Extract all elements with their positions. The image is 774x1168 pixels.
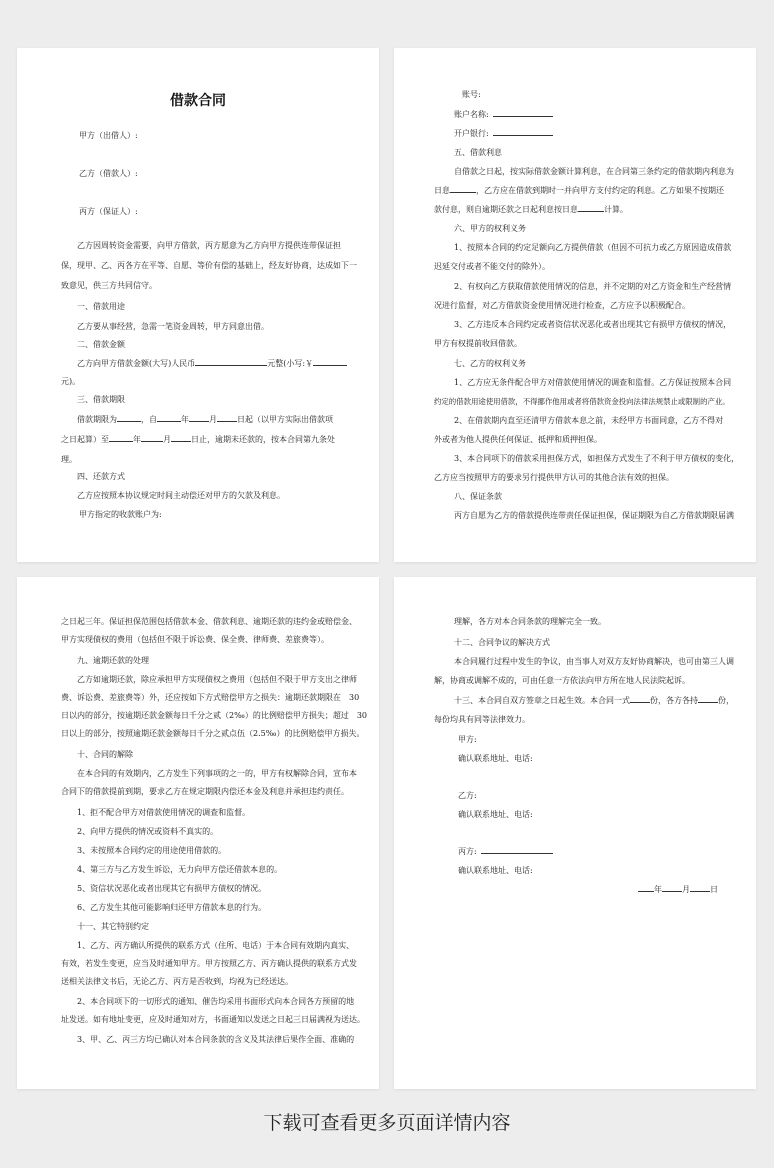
blank-field [117, 413, 141, 422]
footer-caption: 下载可查看更多页面详情内容 [263, 1112, 511, 1134]
account-name-line [454, 108, 553, 121]
section-heading: 一、借款用途 [77, 302, 125, 311]
section-text: 有效，若发生变更，应当及时通知甲方。甲方按照乙方、丙方确认提供的联系方式发 [61, 959, 357, 968]
section-text: 迟延交付或者不能交付的除外）。 [434, 262, 550, 271]
loan-term-text: 月 [209, 415, 217, 424]
party-c-label: 丙方（保证人）: [79, 207, 138, 216]
section-text: 每份均具有同等法律效力。 [434, 715, 530, 724]
bank-line [454, 127, 553, 140]
blank-field [481, 845, 553, 854]
interest-line [434, 203, 628, 216]
section-text: 送相关法律文书后，无论乙方、丙方是否收到，均视为已经送达。 [61, 977, 293, 986]
effect-text: 十三、本合同自双方签章之日起生效。本合同一式 [454, 696, 630, 705]
contract-page-2 [394, 48, 756, 562]
section-text: 乙方要从事经营，急需一笔资金周转，甲方同意出借。 [77, 322, 269, 331]
list-item: 4、第三方与乙方发生诉讼，无力向甲方偿还借款本息的。 [77, 865, 283, 874]
section-text: 本合同履行过程中发生的争议，由当事人对双方友好协商解决，也可由第三人调 [454, 657, 734, 666]
section-text: 3、甲、乙、丙三方均已确认对本合同条款的含义及其法律后果作全面、准确的 [77, 1035, 355, 1044]
section-text: 甲方指定的收款账户为: [79, 510, 162, 519]
list-item: 3、未按照本合同约定的用途使用借款的。 [77, 846, 227, 855]
section-text: 1、按照本合同的约定足额向乙方提供借款（但因不可抗力或乙方原因造成借款 [454, 243, 732, 252]
blank-field [698, 694, 718, 703]
contact-label: 确认联系地址、电话: [458, 754, 533, 763]
section-text: 日以内的部分，按逾期还款金额每日千分之贰（2‰）的比例赔偿甲方损失；超过 30 [61, 711, 368, 720]
account-number-label: 账号: [462, 90, 481, 99]
date-line [638, 883, 718, 896]
interest-text: 日息 [434, 186, 450, 195]
party-b-label: 乙方（借款人）: [79, 169, 138, 178]
interest-text: 款付息，则自逾期还款之日起利息按日息 [434, 205, 578, 214]
blank-field [493, 108, 553, 117]
blank-field [171, 433, 191, 442]
blank-field [157, 413, 181, 422]
loan-term-text: 借款期限为 [77, 415, 117, 424]
interest-text: 计算。 [604, 205, 628, 214]
blank-field [195, 357, 267, 366]
loan-term-text: 年 [181, 415, 189, 424]
section-text: 费、诉讼费、差旅费等）外，还应按如下方式赔偿甲方之损失：逾期还款期限在 30 [61, 693, 360, 702]
list-item: 6、乙方发生其他可能影响归还甲方借款本息的行为。 [77, 903, 267, 912]
blank-field [109, 433, 133, 442]
effect-text: 份，各方各持 [650, 696, 698, 705]
section-text: 丙方自愿为乙方的借款提供连带责任保证担保，保证期限为自乙方借款期限届满 [454, 511, 734, 520]
date-text: 月 [682, 885, 690, 894]
blank-field [217, 413, 237, 422]
account-name-label: 账户名称: [454, 110, 489, 119]
effect-line [454, 694, 734, 707]
list-item: 5、资信状况恶化或者出现其它有损甲方债权的情况。 [77, 884, 267, 893]
loan-term-text: 日止，逾期未还款的，按本合同第九条处 [191, 435, 335, 444]
loan-amount-text: 乙方向甲方借款金额(大写)人民币 [77, 359, 196, 368]
section-heading: 五、借款利息 [454, 148, 502, 157]
blank-field [690, 883, 710, 892]
section-text: 1、乙方、丙方确认所提供的联系方式（住所、电话）于本合同有效期内真实、 [77, 941, 355, 950]
signature-party-a: 甲方: [458, 735, 477, 744]
section-text: 甲方有权提前收回借款。 [434, 339, 522, 348]
contact-label: 确认联系地址、电话: [458, 866, 533, 875]
blank-field [578, 203, 604, 212]
section-text: 1、乙方应无条件配合甲方对借款使用情况的调查和监督。乙方保证按照本合同 [454, 378, 732, 387]
section-text: 况进行监督，对乙方借款资金使用情况进行检查，乙方应予以积极配合。 [434, 301, 690, 310]
loan-amount-line [77, 357, 347, 370]
signature-party-b: 乙方: [458, 791, 477, 800]
section-heading: 八、保证条款 [454, 492, 502, 501]
section-heading: 四、还款方式 [77, 472, 125, 481]
section-heading: 十、合同的解除 [77, 750, 133, 759]
section-text: 外或者为他人提供任何保证、抵押和质押担保。 [434, 435, 602, 444]
interest-line [434, 184, 724, 197]
loan-term-text: 之日起算）至 [61, 435, 109, 444]
section-heading: 六、甲方的权利义务 [454, 224, 526, 233]
section-heading: 七、乙方的权利义务 [454, 359, 526, 368]
blank-field [313, 357, 347, 366]
section-text: 元)。 [61, 377, 81, 386]
loan-term-line [61, 433, 335, 446]
bank-label: 开户银行: [454, 129, 489, 138]
blank-field [662, 883, 682, 892]
section-heading: 三、借款期限 [77, 395, 125, 404]
contact-label: 确认联系地址、电话: [458, 810, 533, 819]
section-text: 2、有权向乙方获取借款使用情况的信息，并不定期的对乙方资金和生产经营情 [454, 282, 732, 291]
section-heading: 十一、其它特别约定 [77, 922, 149, 931]
section-text: 址发送。如有地址变更，应及时通知对方，书面通知以发送之日起三日届满视为送达。 [61, 1015, 365, 1024]
section-text: 约定的借款用途使用借款，不得挪作他用或者将借款资金投向法律法规禁止或限制的产业。 [434, 397, 730, 406]
section-text: 乙方应按照本协议规定时间主动偿还对甲方的欠款及利息。 [77, 491, 285, 500]
party-a-label: 甲方（出借人）: [79, 131, 138, 140]
blank-field [141, 433, 163, 442]
section-heading: 十二、合同争议的解决方式 [454, 638, 550, 647]
loan-term-text: 日起（以甲方实际出借款项 [237, 415, 333, 424]
loan-term-text: 年 [133, 435, 141, 444]
section-text: 3、乙方违反本合同约定或者资信状况恶化或者出现其它有损甲方债权的情况， [454, 320, 732, 329]
section-text: 2、在借款期内直至还清甲方借款本息之前，未经甲方书面同意，乙方不得对 [454, 416, 724, 425]
intro-line: 乙方因周转资金需要，向甲方借款，丙方愿意为乙方向甲方提供连带保证担 [77, 241, 341, 250]
intro-line: 保，现甲、乙、丙各方在平等、自愿、等价有偿的基础上，经友好协商，达成如下一 [61, 261, 357, 270]
contract-page-3 [17, 577, 379, 1089]
section-text: 合同下的借款提前到期，要求乙方在规定期限内偿还本金及利息并承担违约责任。 [61, 787, 349, 796]
section-text: 自借款之日起，按实际借款金额计算利息，在合同第三条约定的借款期内利息为 [454, 167, 734, 176]
list-item: 2、向甲方提供的情况或资料不真实的。 [77, 827, 219, 836]
interest-text: ，乙方应在借款到期时一并向甲方支付约定的利息。乙方如果不按期还 [476, 186, 724, 195]
intro-line: 致意见，供三方共同信守。 [61, 281, 157, 290]
loan-amount-text: 元整(小写:￥ [267, 359, 314, 368]
blank-field [450, 184, 476, 193]
date-text: 日 [710, 885, 718, 894]
section-text: 之日起三年。保证担保范围包括借款本金、借款利息、逾期还款的违约金或赔偿金、 [61, 617, 357, 626]
section-heading: 九、逾期还款的处理 [77, 656, 149, 665]
section-text: 解，协商或调解不成的，可由任意一方依法向甲方所在地人民法院起诉。 [434, 676, 690, 685]
section-text: 2、本合同项下的一切形式的通知、催告均采用书面形式向本合同各方预留的地 [77, 997, 355, 1006]
loan-term-line [77, 413, 333, 426]
section-text: 理。 [61, 455, 77, 464]
blank-field [638, 883, 654, 892]
loan-term-text: ，自 [141, 415, 157, 424]
section-text: 乙方应当按照甲方的要求另行提供甲方认可的其他合法有效的担保。 [434, 473, 674, 482]
loan-term-text: 月 [163, 435, 171, 444]
contract-page-1 [17, 48, 379, 562]
contract-page-4 [394, 577, 756, 1089]
section-text: 甲方实现债权的费用（包括但不限于诉讼费、保全费、律师费、差旅费等）。 [61, 635, 329, 644]
date-text: 年 [654, 885, 662, 894]
section-text: 乙方如逾期还款，除应承担甲方实现债权之费用（包括但不限于甲方支出之律师 [77, 675, 357, 684]
section-text: 日以上的部分，按照逾期还款金额每日千分之贰点伍（2.5‰）的比例赔偿甲方损失。 [61, 729, 365, 738]
contract-title: 借款合同 [170, 93, 226, 109]
blank-field [189, 413, 209, 422]
blank-field [493, 127, 553, 136]
section-text: 在本合同的有效期内，乙方发生下列事项的之一的，甲方有权解除合同，宣布本 [77, 769, 357, 778]
blank-field [630, 694, 650, 703]
list-item: 1、拒不配合甲方对借款使用情况的调查和监督。 [77, 808, 251, 817]
effect-text: 份， [718, 696, 734, 705]
section-heading: 二、借款金额 [77, 340, 125, 349]
signature-party-c-line [458, 845, 553, 858]
section-text: 理解，各方对本合同条款的理解完全一致。 [454, 617, 606, 626]
section-text: 3、本合同项下的借款采用担保方式，如担保方式发生了不利于甲方债权的变化， [454, 454, 740, 463]
signature-party-c: 丙方: [458, 847, 477, 856]
